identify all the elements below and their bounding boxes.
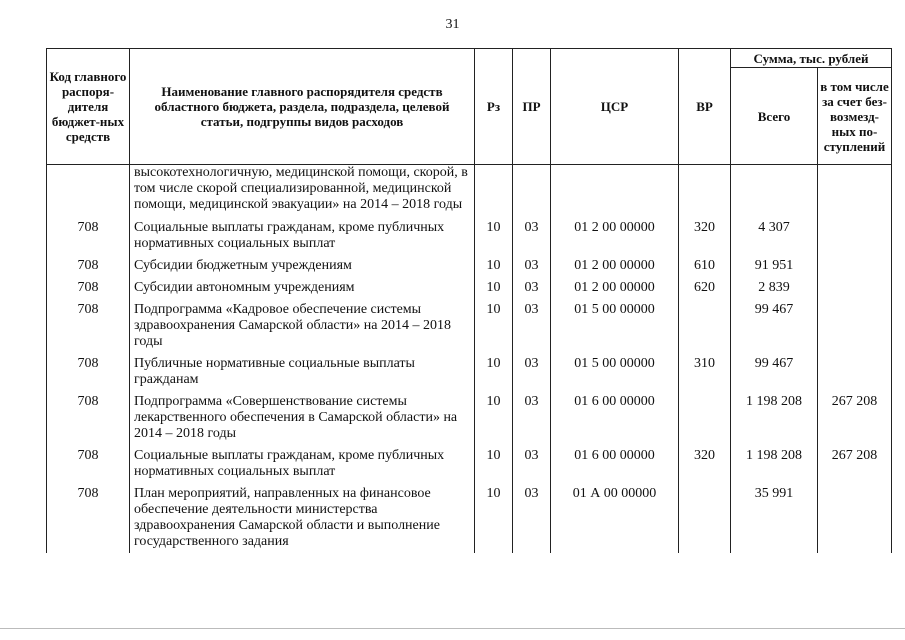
- table-header: [47, 49, 892, 165]
- cell-total: 1 198 208: [731, 391, 818, 445]
- cell-name: Субсидии бюджетным учреждениям: [130, 255, 475, 277]
- cell-grants: 267 208: [818, 391, 892, 445]
- table-row: [47, 217, 892, 255]
- table-row: [47, 391, 892, 445]
- cell-csr: 01 2 00 00000: [551, 217, 679, 255]
- cell-csr: 01 А 00 00000: [551, 483, 679, 553]
- cell-code: 708: [47, 299, 130, 353]
- cell-total: 1 198 208: [731, 445, 818, 483]
- cell-total: 4 307: [731, 217, 818, 255]
- table-row: [47, 277, 892, 299]
- continuation-row: [47, 165, 892, 218]
- page-bottom-divider: [0, 628, 905, 629]
- cell-grants: [818, 277, 892, 299]
- cell-csr: 01 2 00 00000: [551, 255, 679, 277]
- cell-rz: 10: [475, 255, 513, 277]
- cell-total: 99 467: [731, 353, 818, 391]
- cell-vr: 620: [679, 277, 731, 299]
- cell-grants: [818, 299, 892, 353]
- header-sum-group: Сумма, тыс. рублей: [731, 49, 892, 68]
- cell-vr: 610: [679, 255, 731, 277]
- page-number: 31: [445, 17, 460, 32]
- cell-grants: [818, 217, 892, 255]
- table-row: [47, 445, 892, 483]
- cell-code: 708: [47, 353, 130, 391]
- cell-code: 708: [47, 391, 130, 445]
- header-pr: ПР: [513, 49, 551, 165]
- table-row: [47, 353, 892, 391]
- cell-pr: 03: [513, 445, 551, 483]
- cell-name: Публичные нормативные социальные выплаты гражданам: [130, 353, 475, 391]
- cell-grants: [818, 483, 892, 553]
- cell-grants: [818, 255, 892, 277]
- header-total: Всего: [731, 68, 818, 165]
- cell-vr: 320: [679, 217, 731, 255]
- cell-grants: [818, 353, 892, 391]
- cell-pr: 03: [513, 217, 551, 255]
- cell-rz: 10: [475, 445, 513, 483]
- cell-pr: 03: [513, 353, 551, 391]
- header-grants: в том числе за счет без-возмезд-ных по-ступлений: [818, 68, 892, 165]
- header-rz: Рз: [475, 49, 513, 165]
- cell-grants: 267 208: [818, 445, 892, 483]
- header-vr: ВР: [679, 49, 731, 165]
- cell-name: Социальные выплаты гражданам, кроме публичных нормативных социальных выплат: [130, 445, 475, 483]
- cell-vr: [679, 299, 731, 353]
- cell-pr: 03: [513, 277, 551, 299]
- cell-csr: 01 5 00 00000: [551, 353, 679, 391]
- cell-total: 35 991: [731, 483, 818, 553]
- cell-name: Подпрограмма «Совершенствование системы лекарственного обеспечения в Самарской области» на 2014 – 2018 годы: [130, 391, 475, 445]
- table-row: [47, 483, 892, 553]
- cell-rz: 10: [475, 353, 513, 391]
- cell-code: 708: [47, 445, 130, 483]
- cell-code: 708: [47, 255, 130, 277]
- cell-rz: 10: [475, 217, 513, 255]
- cell-rz: 10: [475, 299, 513, 353]
- cell-csr: 01 6 00 00000: [551, 445, 679, 483]
- cell-pr: 03: [513, 391, 551, 445]
- cell-rz: 10: [475, 277, 513, 299]
- cell-rz: 10: [475, 483, 513, 553]
- cell-vr: [679, 483, 731, 553]
- cell-csr: 01 5 00 00000: [551, 299, 679, 353]
- cell-vr: 320: [679, 445, 731, 483]
- cell-pr: 03: [513, 483, 551, 553]
- cell-total: 99 467: [731, 299, 818, 353]
- header-name: Наименование главного распорядителя средств областного бюджета, раздела, подраздела, целевой статьи, подгруппы видов расходов: [130, 49, 475, 165]
- table-row: [47, 255, 892, 277]
- header-code: Код главного распоря-дителя бюджет-ных средств: [47, 49, 130, 165]
- cell-name: Подпрограмма «Кадровое обеспечение системы здравоохранения Самарской области» на 2014 – 2018 годы: [130, 299, 475, 353]
- cell-name: Социальные выплаты гражданам, кроме публичных нормативных социальных выплат: [130, 217, 475, 255]
- cell-pr: 03: [513, 255, 551, 277]
- cell-rz: 10: [475, 391, 513, 445]
- cell-pr: 03: [513, 299, 551, 353]
- cell-total: 91 951: [731, 255, 818, 277]
- continuation-text: высокотехнологичную, медицинской помощи, скорой, в том числе скорой специализированной, медицинской помощи, медицинской эвакуации» на 2014 – 2018 годы: [130, 165, 475, 218]
- cell-vr: [679, 391, 731, 445]
- cell-csr: 01 6 00 00000: [551, 391, 679, 445]
- cell-name: Субсидии автономным учреждениям: [130, 277, 475, 299]
- cell-csr: 01 2 00 00000: [551, 277, 679, 299]
- table-row: [47, 299, 892, 353]
- cell-name: План мероприятий, направленных на финансовое обеспечение деятельности министерства здравоохранения Самарской области и выполнение государственного задания: [130, 483, 475, 553]
- budget-table: [46, 48, 892, 553]
- cell-code: 708: [47, 217, 130, 255]
- cell-vr: 310: [679, 353, 731, 391]
- cell-code: 708: [47, 483, 130, 553]
- cell-code: 708: [47, 277, 130, 299]
- header-csr: ЦСР: [551, 49, 679, 165]
- cell-total: 2 839: [731, 277, 818, 299]
